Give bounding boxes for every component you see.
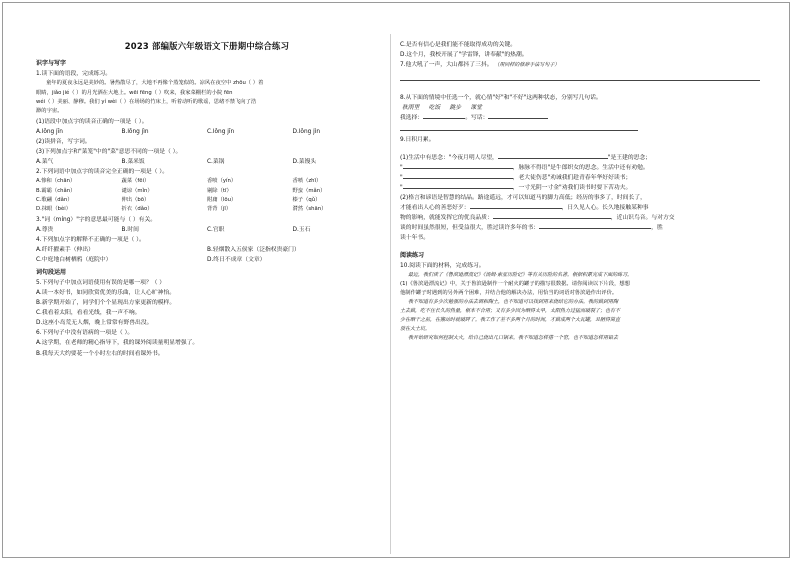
text: " — [400, 164, 403, 171]
option[interactable]: B.我每天大约要花一个小时左右的时间看课外书。 — [36, 350, 164, 357]
word: 蔬菜（fēi） — [121, 178, 150, 185]
section-heading-literacy: 识字与写字 — [36, 60, 67, 67]
option[interactable]: C.菜锅 — [207, 159, 225, 165]
option[interactable]: B.轻烟散入五侯家（泛指权贵豪门） — [207, 246, 300, 253]
answer-blank[interactable] — [423, 118, 465, 119]
q1-paragraph-line: 渺的宇宙。 — [36, 108, 63, 115]
q2-row — [36, 205, 378, 214]
page-title: 2023 部编版六年级语文下册期中综合练习 — [124, 41, 290, 51]
q9-item — [400, 183, 760, 193]
q2-row — [36, 187, 378, 196]
option[interactable]: 吃饭 — [428, 105, 441, 112]
text: "是王建的思念； — [607, 154, 652, 161]
text: ，日久见人心。长久地接触某种事 — [561, 205, 649, 212]
q9-item — [400, 213, 760, 223]
q7-note: （用同样的修辞手法写句子） — [494, 62, 560, 69]
answer-line[interactable] — [400, 124, 638, 131]
question-8-stem: 8.从下面的情境中任选一个，就心情"好"和"不好"这两种状态，分别写几句话。 — [400, 95, 602, 102]
q9-item — [400, 163, 760, 173]
right-column — [400, 40, 760, 556]
word: 背背（jī） — [207, 206, 232, 213]
option[interactable]: C.lǒng jīn — [207, 128, 235, 135]
passage-line: 土去做，吃不住长久的热量，根本不合用；又有多少因为晒得太早，太阳热力过猛而破裂了；也有不 — [400, 308, 621, 315]
word: 谴谅（mǐn） — [121, 187, 153, 194]
q4-options — [36, 245, 378, 255]
q7-text: 7.他大吼了一声，大山都抖了三抖。 — [400, 62, 493, 69]
section-heading-reading: 阅读练习 — [400, 251, 425, 259]
q10-intro: 最近，我们读了《鲁滨逊漂流记》《汤姆·索亚历险记》等有关历险的名著。根据积累完成下面的练习。 — [408, 271, 633, 278]
q1-paragraph-line: 眼睛，jiǎo jié（ ）的月光洒在大地上。wēi fēng（ ）吹来，我家菜棚栏的小院 fēn — [36, 89, 233, 96]
option[interactable]: C.歌翩（dǎn） — [36, 196, 73, 203]
q10-sub-1: 他制作罐子时遇到的另外两个困难，并结合他的解决办法，用恰当的词语对鲁滨逊作出评价。 — [400, 290, 618, 296]
q9-item: 读十年书。 — [400, 235, 429, 242]
answer-line[interactable] — [400, 70, 760, 81]
option[interactable]: A.这学期，在老师的精心指导下，我的课外阅读量明显增强了。 — [36, 340, 199, 347]
option[interactable]: D.这个月，我校开展了"学雷锋，讲奉献"的热潮。 — [400, 52, 528, 59]
text: (1)生活中有思念："今夜月明人尽望， — [400, 154, 498, 161]
q8-write-label: 。写话： — [465, 115, 489, 122]
answer-blank[interactable] — [539, 228, 651, 229]
answer-blank[interactable] — [498, 158, 608, 159]
passage-line: 我开始研究如何控制大火，给自己烧出几口锅来。我不知道怎样搭一个窑，也不知道怎样用铅去 — [408, 335, 619, 342]
text: ，老大徒伤悲"劝诫我们趁青春年华好好读书； — [512, 174, 632, 181]
question-2-stem: 2.下列词语中加点字的读音完全正确的一项是（ ）。 — [36, 169, 169, 175]
q1-sub-3-options — [36, 157, 378, 167]
option[interactable]: C.官职 — [207, 226, 225, 233]
text: " — [400, 184, 403, 191]
answer-blank[interactable] — [493, 218, 611, 219]
q1-paragraph-line: wéi（ ）美丽、静穆。我们 yí wèi（ ）在场场的竹床上，听着动听的歌谣，思绪不禁飞向了浩 — [36, 98, 257, 105]
option[interactable]: 跳步 — [449, 105, 462, 112]
option[interactable]: A.lōng jīn — [36, 128, 63, 135]
answer-blank[interactable] — [470, 208, 562, 209]
answer-blank[interactable] — [488, 118, 548, 119]
option[interactable]: B.霸霸（chǎn） — [36, 187, 76, 194]
q10-sub-1: (1)《鲁滨逊漂流记》中，关于鲁滨逊制作一个耐火的罐子的描写很数据。请你阅读以下片段，想想 — [400, 280, 630, 287]
passage-line: 放在大土坑。 — [400, 326, 431, 333]
option[interactable]: D.这座小岛荒无人烟，晚上常常有野兽出没。 — [36, 320, 153, 327]
passage-line: 少在晒干之前，在搬动时就破碎了。我工作了差不多两个月的时间，才做成两个大瓦罐，丑陋得简直 — [400, 317, 621, 324]
word: 香喷（zhī） — [292, 178, 322, 185]
question-5-stem: 5.下列句子中加点词语使用有误的是哪一项？（ ） — [36, 279, 166, 286]
option[interactable]: B.菜米饭 — [121, 159, 145, 165]
text: 谈的时间虽然很短，但受益很大，胜过读许多年的书： — [400, 225, 540, 232]
option[interactable]: A.惨和（chān） — [36, 178, 76, 185]
word: 榛子（qǔ） — [292, 196, 321, 203]
word: 附庸（lōu） — [207, 196, 237, 203]
word: 剔除（tī） — [207, 187, 232, 194]
option[interactable]: D.玉石 — [292, 226, 311, 233]
q4-options — [36, 255, 378, 265]
left-column — [36, 56, 378, 556]
option[interactable]: A.菜气 — [36, 159, 54, 165]
q9-item — [400, 203, 760, 213]
column-divider — [390, 34, 391, 554]
answer-blank[interactable] — [403, 168, 513, 169]
question-4-stem: 4.下列加点字的解释不正确的一项是（ ）。 — [36, 236, 145, 243]
text: " — [400, 174, 403, 181]
q1-sub-2: (2)读拼音，写字词。 — [36, 138, 91, 145]
option[interactable]: A.纤纤擢素手（伸出） — [36, 246, 94, 253]
answer-blank[interactable] — [403, 178, 513, 179]
option[interactable]: C.中庭地白树栖鸦（庭院中） — [36, 256, 112, 263]
q2-row — [36, 177, 378, 186]
option[interactable]: B.lōng jìn — [121, 128, 149, 135]
word: 潸然（shān） — [292, 206, 327, 213]
word: 香喷（yín） — [207, 178, 237, 185]
q9-item — [400, 173, 760, 183]
text: ，胜 — [651, 225, 663, 232]
word: 野蛮（mǎn） — [292, 187, 326, 194]
question-7-stem — [400, 60, 760, 70]
question-1-stem: 1.读下面的语段，完成练习。 — [36, 71, 112, 77]
q9-item — [400, 223, 760, 233]
option[interactable]: 课堂 — [470, 105, 482, 112]
option[interactable]: D.菜馒头 — [292, 159, 317, 165]
option[interactable]: C.我看着太阳，看看光线，我一声不响。 — [36, 310, 141, 317]
answer-blank[interactable] — [403, 188, 513, 189]
question-6-stem: 6.下列句子中没有语病的一项是（ ）。 — [36, 330, 134, 337]
section-heading-usage: 词句段运用 — [36, 268, 67, 276]
text: ，近山识鸟音。与对方交 — [610, 215, 675, 222]
text: 物的影响，就能发挥它的优良品质： — [400, 215, 493, 222]
passage-line: 我不知道有多少次勉强的办法去调和陶土，也不知道可以找到用来烧结它的办法。我的做到用陶 — [408, 299, 619, 306]
option[interactable]: B.时间 — [121, 226, 139, 233]
text: ，一寸光阴一寸金"劝我们读书时要下苦功夫。 — [512, 184, 632, 191]
q3-options — [36, 225, 378, 235]
word: 折衣（dǎo） — [121, 206, 153, 213]
q8-answer — [400, 113, 760, 123]
question-10-stem: 10.阅读下面的材料，完成练习。 — [400, 262, 485, 269]
option[interactable]: B.新学期开始了，同学们个个显现出方家更新的模样。 — [36, 300, 176, 307]
option[interactable]: D.终日不成章（文章） — [207, 256, 266, 263]
q9-item: (2)格言和谚语是智慧的结晶。路途遥远，才可以知道马的脚力高低；经历的事多了，时间长了， — [400, 195, 646, 202]
q2-row — [36, 196, 378, 205]
option[interactable]: 秋雨里 — [402, 105, 420, 112]
option[interactable]: C.是否有信心是我们能不能取得成功的关键。 — [400, 42, 517, 48]
option[interactable]: A.尊贵 — [36, 226, 54, 233]
text: ，脉脉不得语"是牛郎织女的思念。生活中还有劝勉。 — [512, 164, 649, 171]
word: 伸出（bō） — [121, 196, 150, 203]
option[interactable]: D.抹眼（bèi） — [36, 206, 72, 213]
q1-paragraph-line: 童年的夏夜永远是美妙的。暑热散尽了，大地不再像个蒸笼似的。凉风在夜空中 zhōu（ ）着 — [46, 80, 264, 87]
text: 才能看出人心的善恶好歹： — [400, 205, 470, 212]
option[interactable]: D.lǒng jìn — [292, 128, 321, 135]
q1-sub-1: (1)语段中加点字的读音正确的一项是（ ）。 — [36, 118, 148, 125]
q8-choose-label: 我选择： — [400, 115, 424, 122]
q1-sub-3: (3)下列加点字和"菜笼"中的"菜"意思不同的一项是（ ）。 — [36, 148, 182, 155]
q1-sub-1-options — [36, 127, 378, 137]
question-3-stem: 3."词（míng）"字的意思最可能与（ ）有关。 — [36, 216, 157, 223]
q8-options — [400, 103, 760, 113]
q9-item — [400, 153, 760, 163]
question-9-stem: 9.日积月累。 — [400, 136, 435, 143]
option[interactable]: A.读一本好书，如同欣赏优美的乐曲，让人心旷神怡。 — [36, 290, 176, 296]
